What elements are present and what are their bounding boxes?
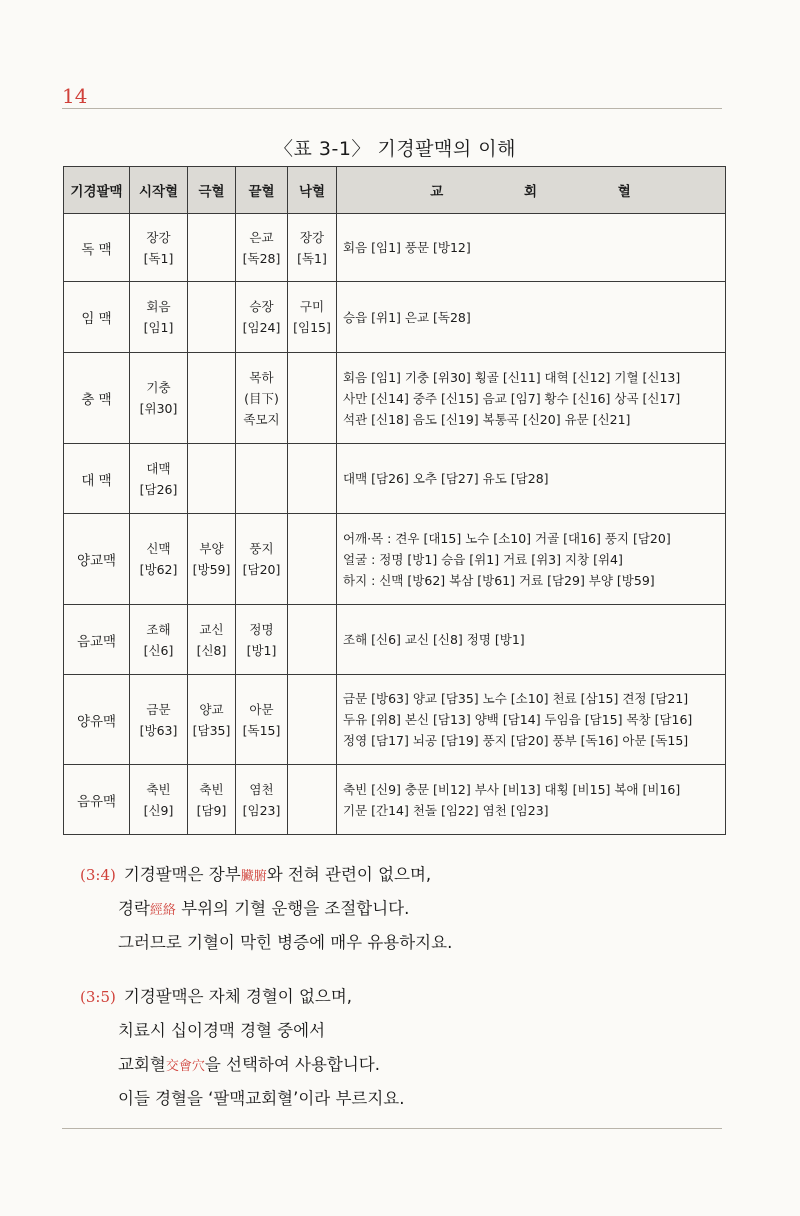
point-cell-end (236, 765, 288, 835)
point-text: [위30] (139, 401, 178, 416)
point-text: [독1] (143, 250, 174, 266)
point-cell-start (130, 605, 188, 675)
note-text: 그러므로 기혈이 막힌 병증에 매우 유용하지요. (118, 933, 453, 952)
point-text: [독15] (242, 722, 281, 738)
meridian-name: 대 맥 (64, 444, 130, 514)
exchange-points-line: 어깨·목 : 견우 [대15] 노수 [소10] 거골 [대16] 풍지 [담20] (343, 530, 671, 546)
point-text: [방62] (139, 562, 178, 577)
point-text: 축빈 (146, 781, 171, 797)
point-text: 장강 (146, 229, 171, 245)
point-cell-end (236, 514, 288, 605)
header-start-point: 시작혈 (130, 167, 188, 214)
note-line (80, 892, 740, 926)
exchange-points-line: 회음 [임1] 기충 [위30] 횡골 [신11] 대혁 [신12] 기혈 [신13] (343, 369, 681, 385)
note-3-4 (80, 858, 740, 960)
meridian-name: 양교맥 (64, 514, 130, 605)
note-text: 경락 (118, 899, 150, 918)
header-xi-point: 극혈 (188, 167, 236, 214)
point-text: [임24] (242, 320, 281, 335)
note-line (80, 1014, 740, 1048)
exchange-points-cell (337, 214, 726, 282)
note-line (80, 1082, 740, 1116)
point-cell-start (130, 765, 188, 835)
point-text: [담9] (196, 802, 227, 818)
note-text: 교회혈 (118, 1055, 166, 1074)
point-text: [신9] (143, 802, 174, 818)
point-text: [임23] (242, 802, 281, 818)
meridian-name: 음유맥 (64, 765, 130, 835)
point-cell-luo (288, 214, 337, 282)
exchange-points-line: 기문 [간14] 천돌 [임22] 염천 [임23] (343, 802, 549, 818)
exchange-points-line: 얼굴 : 정명 [방1] 승읍 [위1] 거료 [위3] 지창 [위4] (343, 551, 623, 567)
point-cell-end (236, 675, 288, 765)
point-text: 풍지 (249, 541, 274, 556)
hanja-annotation: 經絡 (149, 903, 176, 918)
point-text: 승장 (249, 299, 274, 314)
point-text: [독28] (242, 250, 281, 266)
point-text: 염천 (249, 781, 274, 797)
table-row (64, 514, 726, 605)
exchange-points-line: 대맥 [담26] 오추 [담27] 유도 [담28] (343, 471, 549, 486)
meridian-name: 양유맥 (64, 675, 130, 765)
point-cell-luo (288, 514, 337, 605)
point-cell-luo (288, 353, 337, 444)
point-text: [방63] (139, 722, 178, 738)
exchange-points-cell (337, 675, 726, 765)
header-exchange-points: 교 회 혈 (337, 167, 726, 214)
note-line (80, 858, 740, 892)
point-cell-start (130, 282, 188, 353)
exchange-points-line: 금문 [방63] 양교 [담35] 노수 [소10] 천료 [삼15] 견정 [담21] (343, 691, 689, 706)
meridian-name: 임 맥 (64, 282, 130, 353)
exchange-points-cell (337, 605, 726, 675)
note-line (80, 926, 740, 960)
meridian-name: 충 맥 (64, 353, 130, 444)
exchange-points-cell (337, 765, 726, 835)
table-row (64, 444, 726, 514)
meridian-table (63, 166, 726, 835)
exchange-points-cell (337, 514, 726, 605)
point-text: 목하 (249, 369, 274, 385)
table-row (64, 282, 726, 353)
table-row (64, 605, 726, 675)
point-text: [임15] (293, 320, 331, 335)
table-row (64, 353, 726, 444)
point-cell-end (236, 214, 288, 282)
point-text: 부양 (199, 541, 224, 556)
exchange-points-cell (337, 444, 726, 514)
point-text: 조해 (146, 621, 171, 637)
exchange-points-line: 사만 [신14] 중주 [신15] 음교 [임7] 황수 [신16] 상곡 [신17] (343, 390, 681, 406)
point-cell-start (130, 675, 188, 765)
exchange-points-line: 조해 [신6] 교신 [신8] 정명 [방1] (343, 632, 525, 647)
exchange-points-line: 두유 [위8] 본신 [담13] 양백 [담14] 두임읍 [담15] 목창 [담16] (343, 712, 693, 727)
note-text: 부위의 기혈 운행을 조절합니다. (175, 899, 410, 918)
note-line (80, 1048, 740, 1082)
point-cell-luo (288, 605, 337, 675)
point-cell-start (130, 214, 188, 282)
point-text: 신맥 (146, 541, 171, 556)
footer-divider (62, 1128, 722, 1129)
point-cell-xi (188, 675, 236, 765)
header-end-point: 끝혈 (236, 167, 288, 214)
note-text: 와 전혀 관련이 없으며, (266, 865, 432, 884)
point-text: [담26] (139, 481, 178, 497)
point-cell-xi (188, 514, 236, 605)
note-line (80, 980, 740, 1014)
point-text: 정명 (249, 621, 274, 637)
point-text: 족모지 (243, 411, 280, 427)
point-cell-xi (188, 605, 236, 675)
note-text: 치료시 십이경맥 경혈 중에서 (118, 1021, 326, 1040)
point-cell-start (130, 444, 188, 514)
point-cell-start (130, 353, 188, 444)
exchange-points-cell (337, 353, 726, 444)
point-text: [담35] (192, 722, 231, 738)
point-cell-end (236, 605, 288, 675)
header-divider (62, 108, 722, 109)
note-text: 기경팔맥은 장부 (123, 865, 241, 884)
table-body (64, 214, 726, 835)
hanja-annotation: 交會穴 (165, 1059, 205, 1074)
point-text: [임1] (143, 320, 174, 335)
hanja-annotation: 臟腑 (240, 869, 267, 884)
point-cell-luo (288, 675, 337, 765)
page-number: 14 (62, 84, 88, 108)
point-text: [독1] (297, 250, 327, 266)
note-text: 기경팔맥은 자체 경혈이 없으며, (123, 987, 353, 1006)
table-row (64, 765, 726, 835)
meridian-name: 음교맥 (64, 605, 130, 675)
notes-section (80, 858, 740, 1136)
point-text: 은교 (249, 229, 274, 245)
point-text: 장강 (299, 229, 325, 245)
point-cell-xi (188, 765, 236, 835)
point-text: [담20] (242, 562, 281, 577)
point-text: 축빈 (199, 781, 224, 797)
point-cell-xi (188, 282, 236, 353)
exchange-points-cell (337, 282, 726, 353)
point-text: 회음 (146, 299, 171, 314)
note-3-5 (80, 980, 740, 1116)
point-text: 아문 (249, 701, 274, 717)
point-cell-xi (188, 353, 236, 444)
point-text: [방59] (192, 562, 231, 577)
point-cell-end (236, 282, 288, 353)
point-text: 양교 (199, 701, 224, 717)
meridian-name: 독 맥 (64, 214, 130, 282)
exchange-points-line: 축빈 [신9] 충문 [비12] 부사 [비13] 대횡 [비15] 복애 [비16] (343, 781, 681, 797)
point-text: 금문 (146, 701, 171, 717)
table-header-row (64, 167, 726, 214)
point-text: [신8] (196, 642, 227, 658)
exchange-points-line: 정영 [담17] 뇌공 [담19] 풍지 [담20] 풍부 [독16] 아문 [독15] (343, 733, 689, 748)
point-text: 대맥 (146, 460, 171, 476)
point-cell-xi (188, 214, 236, 282)
note-number: (3:5) (80, 988, 116, 1006)
exchange-points-line: 석관 [신18] 음도 [신19] 복통곡 [신20] 유문 [신21] (343, 411, 631, 427)
point-cell-luo (288, 765, 337, 835)
note-number: (3:4) (80, 866, 116, 884)
exchange-points-line: 회음 [임1] 풍문 [방12] (343, 240, 471, 255)
point-text: 구미 (299, 299, 325, 314)
point-cell-end (236, 444, 288, 514)
note-text: 이들 경혈을 ‘팔맥교회혈’이라 부르지요. (118, 1089, 405, 1108)
table-row (64, 675, 726, 765)
table-row (64, 214, 726, 282)
table-title: 〈표 3-1〉 기경팔맥의 이해 (274, 138, 516, 160)
point-cell-luo (288, 444, 337, 514)
point-cell-luo (288, 282, 337, 353)
point-cell-start (130, 514, 188, 605)
point-text: 기충 (146, 380, 171, 395)
point-text: [신6] (143, 642, 174, 658)
point-cell-end (236, 353, 288, 444)
point-text: (目下) (244, 390, 279, 406)
header-luo-point: 낙혈 (288, 167, 337, 214)
point-text: 교신 (199, 621, 224, 637)
exchange-points-line: 하지 : 신맥 [방62] 복삼 [방61] 거료 [담29] 부양 [방59] (343, 572, 655, 588)
point-text: [방1] (246, 642, 277, 658)
point-cell-xi (188, 444, 236, 514)
header-meridian: 기경팔맥 (64, 167, 130, 214)
exchange-points-line: 승읍 [위1] 은교 [독28] (343, 309, 471, 325)
note-text: 을 선택하여 사용합니다. (204, 1055, 380, 1074)
